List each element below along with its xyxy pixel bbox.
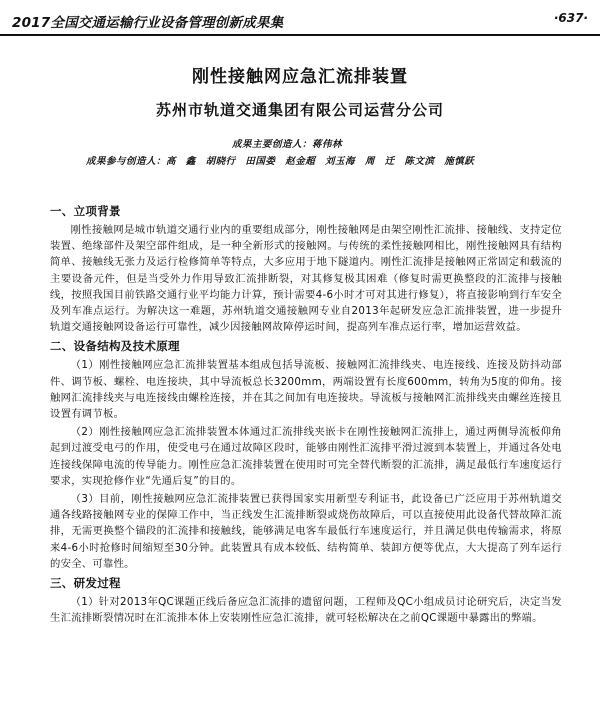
article-title: 刚性接触网应急汇流排装置 <box>192 67 408 87</box>
section-heading: 一、立项背景 <box>50 204 121 218</box>
organization-name: 苏州市轨道交通集团有限公司运营分公司 <box>155 101 444 119</box>
paragraph: （2）刚性接触网应急汇流排装置本体通过汇流排线夹嵌卡在刚性接触网汇流排上，通过两侧导流板仰角起到过渡受电弓的作用，使受电弓在通过故障区段时，能够由刚性汇流排平滑过渡到本装置上，并通过各处电连接线保障电流的传导能力。刚性应急汇流排装置在使用时可完全替代断裂的汇流排，满足最低行车速度运行要求，实现抢修作业“先通后复”的目的。 <box>50 426 562 487</box>
page-header <box>0 0 600 36</box>
section-heading: 二、设备结构及技术原理 <box>50 339 180 354</box>
paragraph: 刚性接触网是城市轨道交通行业内的重要组成部分，刚性接触网是由架空刚性汇流排、接触线、支持定位装置、绝缘部件及架空部件组成，是一种全新形式的接触网。与传统的柔性接触网相比，刚性接触网具有结构简单、接触线无张力及运行检修简单等特点，大多应用于地下隧道内。刚性汇流排是接触网正常固定和载流的主要设备元件，但是当受外力作用导致汇流排断裂，对其修复极其困难（修复时需更换整段的汇流排与接触线，按照我国目前铁路交通行业平均能力计算，预计需要4-6小时才可对其进行修复），将直接影响到行车安全及列车准点运行。为解决这一难题，苏州轨道交通接触网专业自2013年起研发应急汇流排装置，进一步提升轨道交通接触网设备运行可靠性，减少因接触网故障停运时间，提高列车准点运行率，增加运营效益。 <box>50 224 562 334</box>
paragraph: （1）刚性接触网应急汇流排装置基本组成包括导流板、接触网汇流排线夹、电连接线、连接及防抖动部件、调节板、螺栓、电连接块，其中导流板总长3200mm，两端设置有长度600mm，转角为5度的仰角。接触网汇流排线夹与电连接线由螺栓连接，并在其之间加有电连接块。导流板与接触网汇流排线夹由螺丝连接且设置有调节板。 <box>50 359 562 421</box>
article-body <box>50 202 562 628</box>
participant-creators: 成果参与创造人：高 鑫 胡晓行 田国娄 赵金超 刘玉海 周 迁 陈文滨 施慎跃 <box>86 156 475 167</box>
paragraph: （1）针对2013年QC课题正线后备应急汇流排的遗留问题，工程师及QC小组成员讨论研究后，决定当发生汇流排断裂情况时在汇流排本体上安装刚性应急汇流排，就可轻松解决在之前QC课题中暴露出的弊端。 <box>50 596 562 625</box>
journal-title: 2017全国交通运输行业设备管理创新成果集 <box>12 15 284 31</box>
page-number: ·637· <box>553 11 588 25</box>
section-heading: 三、研发过程 <box>50 576 121 591</box>
main-creator: 成果主要创造人：蒋伟林 <box>232 139 343 150</box>
paragraph: （3）目前，刚性接触网应急汇流排装置已获得国家实用新型专利证书，此设备已广泛应用于苏州轨道交通各线路接触网专业的保障工作中，当正线发生汇流排断裂或烧伤故障后，可以直接使用此设备代替故障汇流排，无需更换整个锚段的汇流排和接触线，能够满足电客车最低行车速度运行，并且满足供电传输需求，将原来4-6小时抢修时间缩短至30分钟。此装置具有成本较低、结构简单、装卸方便等优点，大大提高了列车运行的安全、可靠性。 <box>50 493 562 570</box>
